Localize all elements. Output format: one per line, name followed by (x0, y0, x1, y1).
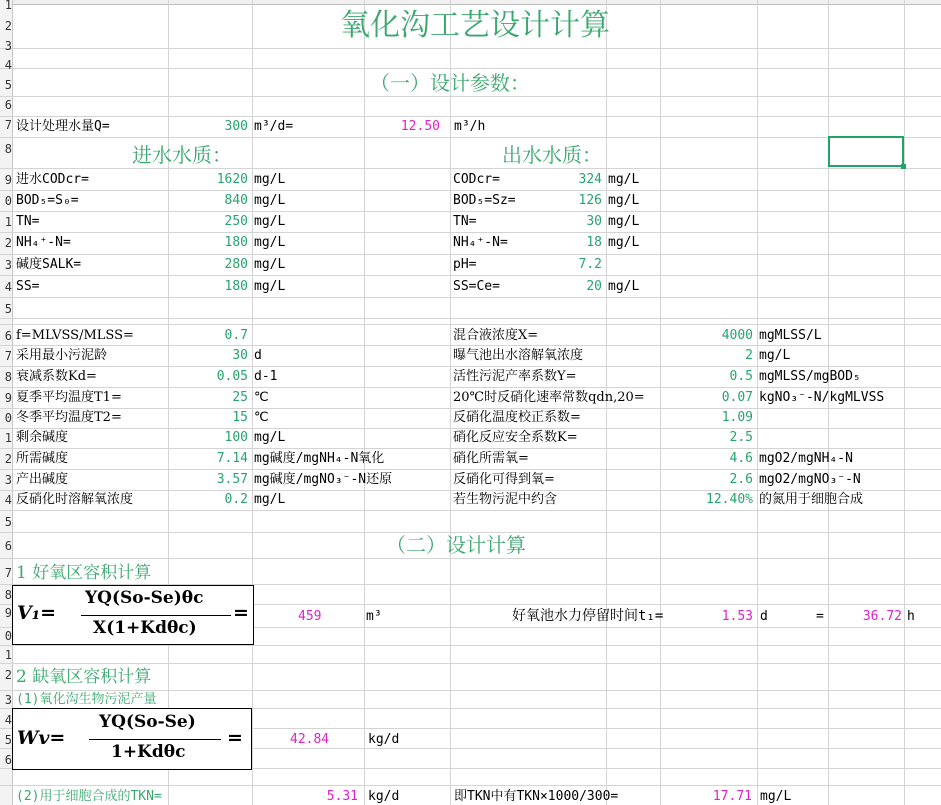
tkn-value[interactable]: 17.71 (712, 789, 752, 804)
influent-label[interactable]: 进水CODcr= (16, 172, 89, 187)
row-number[interactable]: 1 (4, 431, 12, 445)
formula-denominator: 1+Kdθc (111, 742, 186, 762)
param-right-value[interactable]: 1.09 (721, 410, 753, 425)
param-right-label[interactable]: 反硝化温度校正系数= (453, 410, 581, 425)
flow-value[interactable]: 300 (224, 119, 248, 134)
param-right-unit[interactable]: mgO2/mgNH₄-N (759, 451, 853, 466)
section-header-1: （一）设计参数： (370, 71, 530, 95)
influent-label[interactable]: BOD₅=S₀= (16, 193, 79, 208)
param-right-label[interactable]: 20℃时反硝化速率常数qdn,20= (453, 390, 645, 405)
param-right-value[interactable]: 2.6 (729, 472, 753, 487)
row-number[interactable]: 6 (4, 539, 12, 553)
hrt-hours[interactable]: 36.72 (862, 609, 902, 624)
param-right-value[interactable]: 4000 (721, 328, 753, 343)
influent-unit[interactable]: mg/L (254, 193, 286, 208)
param-left-unit[interactable]: ℃ (254, 410, 269, 425)
effluent-label[interactable]: pH= (453, 257, 477, 272)
param-left-unit[interactable]: d (254, 348, 262, 363)
row-number[interactable]: 5 (4, 78, 12, 92)
param-right-unit[interactable]: 的氮用于细胞合成 (759, 492, 864, 507)
section-header-2: （二）设计计算 (386, 533, 526, 557)
row-number[interactable]: 9 (4, 391, 12, 405)
effluent-label[interactable]: SS=Ce= (453, 279, 500, 294)
hrt-hours-unit[interactable]: h (907, 609, 915, 624)
influent-value[interactable]: 250 (224, 214, 248, 229)
param-left-unit[interactable]: d-1 (254, 369, 278, 384)
flow-unit[interactable]: m³/d= (254, 119, 294, 134)
param-right-label[interactable]: 硝化所需氧= (453, 451, 529, 466)
param-left-value[interactable]: 3.57 (216, 472, 248, 487)
formula-equals: = (227, 727, 243, 749)
param-right-label[interactable]: 混合液浓度X= (453, 328, 539, 343)
formula-lhs: Wv= (17, 727, 66, 749)
tkn-synthesis-unit[interactable]: kg/d (368, 789, 400, 804)
aerobic-formula (12, 585, 254, 645)
param-right-value[interactable]: 4.6 (729, 451, 753, 466)
param-left-value[interactable]: 0.7 (224, 328, 248, 343)
param-left-label[interactable]: 冬季平均温度T2= (16, 410, 122, 425)
influent-label[interactable]: SS= (16, 279, 40, 294)
effluent-unit[interactable]: mg/L (608, 214, 640, 229)
influent-value[interactable]: 840 (224, 193, 248, 208)
param-left-value[interactable]: 7.14 (216, 451, 248, 466)
aerobic-volume[interactable]: 459 (298, 609, 322, 624)
effluent-unit[interactable]: mg/L (608, 279, 640, 294)
param-right-label[interactable]: 活性污泥产率系数Y= (453, 369, 577, 384)
param-left-unit[interactable]: ℃ (254, 390, 269, 405)
row-number[interactable]: 7 (4, 118, 12, 132)
row-number[interactable]: 7 (4, 566, 12, 580)
hrt-label[interactable]: 好氧池水力停留时间t₁= (512, 608, 664, 624)
effluent-unit[interactable]: mg/L (608, 172, 640, 187)
param-right-value[interactable]: 0.07 (721, 390, 753, 405)
row-number[interactable]: 0 (4, 194, 12, 208)
influent-value[interactable]: 180 (224, 279, 248, 294)
param-right-unit[interactable]: kgNO₃⁻-N/kgMLVSS (759, 390, 885, 405)
effluent-label[interactable]: TN= (453, 214, 477, 229)
row-number[interactable]: 8 (4, 142, 12, 156)
param-left-label[interactable]: 夏季平均温度T1= (16, 390, 122, 405)
influent-unit[interactable]: mg/L (254, 279, 286, 294)
row-number[interactable]: 6 (4, 753, 12, 767)
fraction-bar (81, 615, 231, 616)
param-right-unit[interactable]: mgMLSS/mgBOD₅ (759, 369, 861, 384)
flow-value-2[interactable]: 12.50 (400, 119, 440, 134)
tkn-synthesis-value[interactable]: 5.31 (326, 789, 358, 804)
param-left-value[interactable]: 0.2 (224, 492, 248, 507)
row-number[interactable]: 7 (4, 349, 12, 363)
row-number[interactable]: 0 (4, 629, 12, 643)
aerobic-title: 1 好氧区容积计算 (16, 563, 152, 583)
param-left-label[interactable]: f=MLVSS/MLSS= (16, 328, 134, 343)
row-number[interactable]: 8 (4, 370, 12, 384)
formula-denominator: X(1+Kdθc) (93, 618, 197, 638)
hrt-value[interactable]: 1.53 (721, 609, 753, 624)
param-left-value[interactable]: 15 (232, 410, 248, 425)
selected-cell[interactable] (828, 136, 904, 167)
anoxic-formula (12, 708, 252, 770)
row-number[interactable]: 1 (4, 648, 12, 662)
param-left-unit[interactable]: mg碱度/mgNH₄-N氧化 (254, 451, 385, 466)
influent-value[interactable]: 280 (224, 257, 248, 272)
anoxic-sludge-value[interactable]: 42.84 (290, 732, 330, 747)
formula-numerator: YQ(So-Se)θc (85, 588, 204, 608)
anoxic-sub1[interactable]: (1)氧化沟生物污泥产量 (16, 692, 157, 707)
tkn-label[interactable]: 即TKN中有TKN×1000/300= (454, 789, 619, 804)
flow-unit-2[interactable]: m³/h (454, 119, 486, 134)
influent-value[interactable]: 180 (224, 235, 248, 250)
param-left-label[interactable]: 衰减系数Kd= (16, 369, 97, 384)
param-right-value[interactable]: 12.40% (706, 492, 753, 507)
sheet-title: 氧化沟工艺设计计算 (340, 8, 610, 43)
param-right-label[interactable]: 曝气池出水溶解氧浓度 (453, 348, 584, 363)
row-number[interactable]: 2 (4, 668, 12, 682)
effluent-value[interactable]: 20 (586, 279, 602, 294)
grid-line (252, 0, 253, 805)
param-right-value[interactable]: 0.5 (729, 369, 753, 384)
row-number[interactable]: 4 (4, 493, 12, 507)
param-left-value[interactable]: 25 (232, 390, 248, 405)
flow-label[interactable]: 设计处理水量Q= (16, 119, 110, 134)
param-left-unit[interactable]: mg碱度/mgNO₃⁻-N还原 (254, 472, 393, 487)
effluent-unit[interactable]: mg/L (608, 235, 640, 250)
effluent-label[interactable]: CODcr= (453, 172, 500, 187)
grid-line (757, 0, 758, 805)
param-left-value[interactable]: 30 (232, 348, 248, 363)
anoxic-sludge-unit[interactable]: kg/d (368, 732, 400, 747)
row-number[interactable]: 2 (4, 236, 12, 250)
anoxic-sub2[interactable]: (2)用于细胞合成的TKN= (16, 789, 162, 804)
row-number[interactable]: 1 (4, 215, 12, 229)
influent-unit[interactable]: mg/L (254, 172, 286, 187)
row-number[interactable]: 9 (4, 173, 12, 187)
row-number[interactable]: 3 (4, 473, 12, 487)
effluent-unit[interactable]: mg/L (608, 193, 640, 208)
param-left-label[interactable]: 所需碱度 (16, 451, 69, 466)
row-number[interactable]: 9 (4, 606, 12, 620)
row-number[interactable]: 3 (4, 39, 12, 53)
formula-lhs: V₁= (17, 602, 56, 624)
param-right-label[interactable]: 反硝化可得到氧= (453, 472, 555, 487)
row-number[interactable]: 6 (4, 329, 12, 343)
row-number[interactable]: 6 (4, 98, 12, 112)
param-right-unit[interactable]: mgO2/mgNO₃⁻-N (759, 472, 861, 487)
effluent-value[interactable]: 126 (578, 193, 602, 208)
influent-unit[interactable]: mg/L (254, 235, 286, 250)
formula-numerator: YQ(So-Se) (99, 712, 196, 732)
param-right-label[interactable]: 若生物污泥中约含 (453, 492, 558, 507)
effluent-value[interactable]: 18 (586, 235, 602, 250)
column-header-bar[interactable] (0, 0, 941, 5)
row-number[interactable]: 5 (4, 302, 12, 316)
effluent-value[interactable]: 30 (586, 214, 602, 229)
row-number[interactable]: 1 (4, 0, 12, 12)
effluent-label[interactable]: NH₄⁺-N= (453, 235, 508, 250)
influent-title: 进水水质： (132, 143, 232, 167)
param-right-value[interactable]: 2 (745, 348, 753, 363)
formula-equals: = (233, 602, 249, 624)
anoxic-title: 2 缺氧区容积计算 (16, 667, 152, 687)
row-number[interactable]: 5 (4, 733, 12, 747)
aerobic-volume-unit[interactable]: m³ (366, 609, 382, 624)
param-right-value[interactable]: 2.5 (729, 430, 753, 445)
influent-unit[interactable]: mg/L (254, 257, 286, 272)
param-right-label[interactable]: 硝化反应安全系数K= (453, 430, 578, 445)
row-number[interactable]: 4 (4, 713, 12, 727)
param-left-label[interactable]: 产出碱度 (16, 472, 69, 487)
effluent-label[interactable]: BOD₅=Sz= (453, 193, 516, 208)
param-left-label[interactable]: 剩余碱度 (16, 430, 69, 445)
param-left-value[interactable]: 0.05 (216, 369, 248, 384)
hrt-equals[interactable]: = (816, 609, 824, 624)
grid-line (364, 0, 365, 805)
param-left-unit[interactable]: mg/L (254, 492, 286, 507)
param-left-value[interactable]: 100 (224, 430, 248, 445)
row-number[interactable]: 8 (4, 588, 12, 602)
influent-label[interactable]: 碱度SALK= (16, 257, 82, 272)
row-number[interactable]: 4 (4, 58, 12, 72)
influent-value[interactable]: 1620 (216, 172, 248, 187)
param-left-unit[interactable]: mg/L (254, 430, 286, 445)
param-left-label[interactable]: 采用最小污泥龄 (16, 348, 108, 363)
influent-label[interactable]: TN= (16, 214, 40, 229)
grid-line (450, 0, 451, 805)
row-number[interactable]: 2 (4, 19, 12, 33)
grid-line (904, 0, 905, 805)
hrt-unit[interactable]: d (760, 609, 768, 624)
param-right-unit[interactable]: mg/L (759, 348, 791, 363)
param-right-unit[interactable]: mgMLSS/L (759, 328, 822, 343)
tkn-unit[interactable]: mg/L (760, 789, 792, 804)
effluent-value[interactable]: 7.2 (578, 257, 602, 272)
row-number[interactable]: 4 (4, 280, 12, 294)
effluent-title: 出水水质： (502, 143, 602, 167)
effluent-value[interactable]: 324 (578, 172, 602, 187)
param-left-label[interactable]: 反硝化时溶解氧浓度 (16, 492, 134, 507)
influent-unit[interactable]: mg/L (254, 214, 286, 229)
row-number[interactable]: 0 (4, 411, 12, 425)
row-number[interactable]: 5 (4, 515, 12, 529)
row-number[interactable]: 3 (4, 258, 12, 272)
influent-label[interactable]: NH₄⁺-N= (16, 235, 71, 250)
grid-line (168, 0, 169, 805)
row-number[interactable]: 3 (4, 693, 12, 707)
grid-line (660, 0, 661, 805)
fraction-bar (89, 739, 221, 740)
row-number[interactable]: 2 (4, 452, 12, 466)
